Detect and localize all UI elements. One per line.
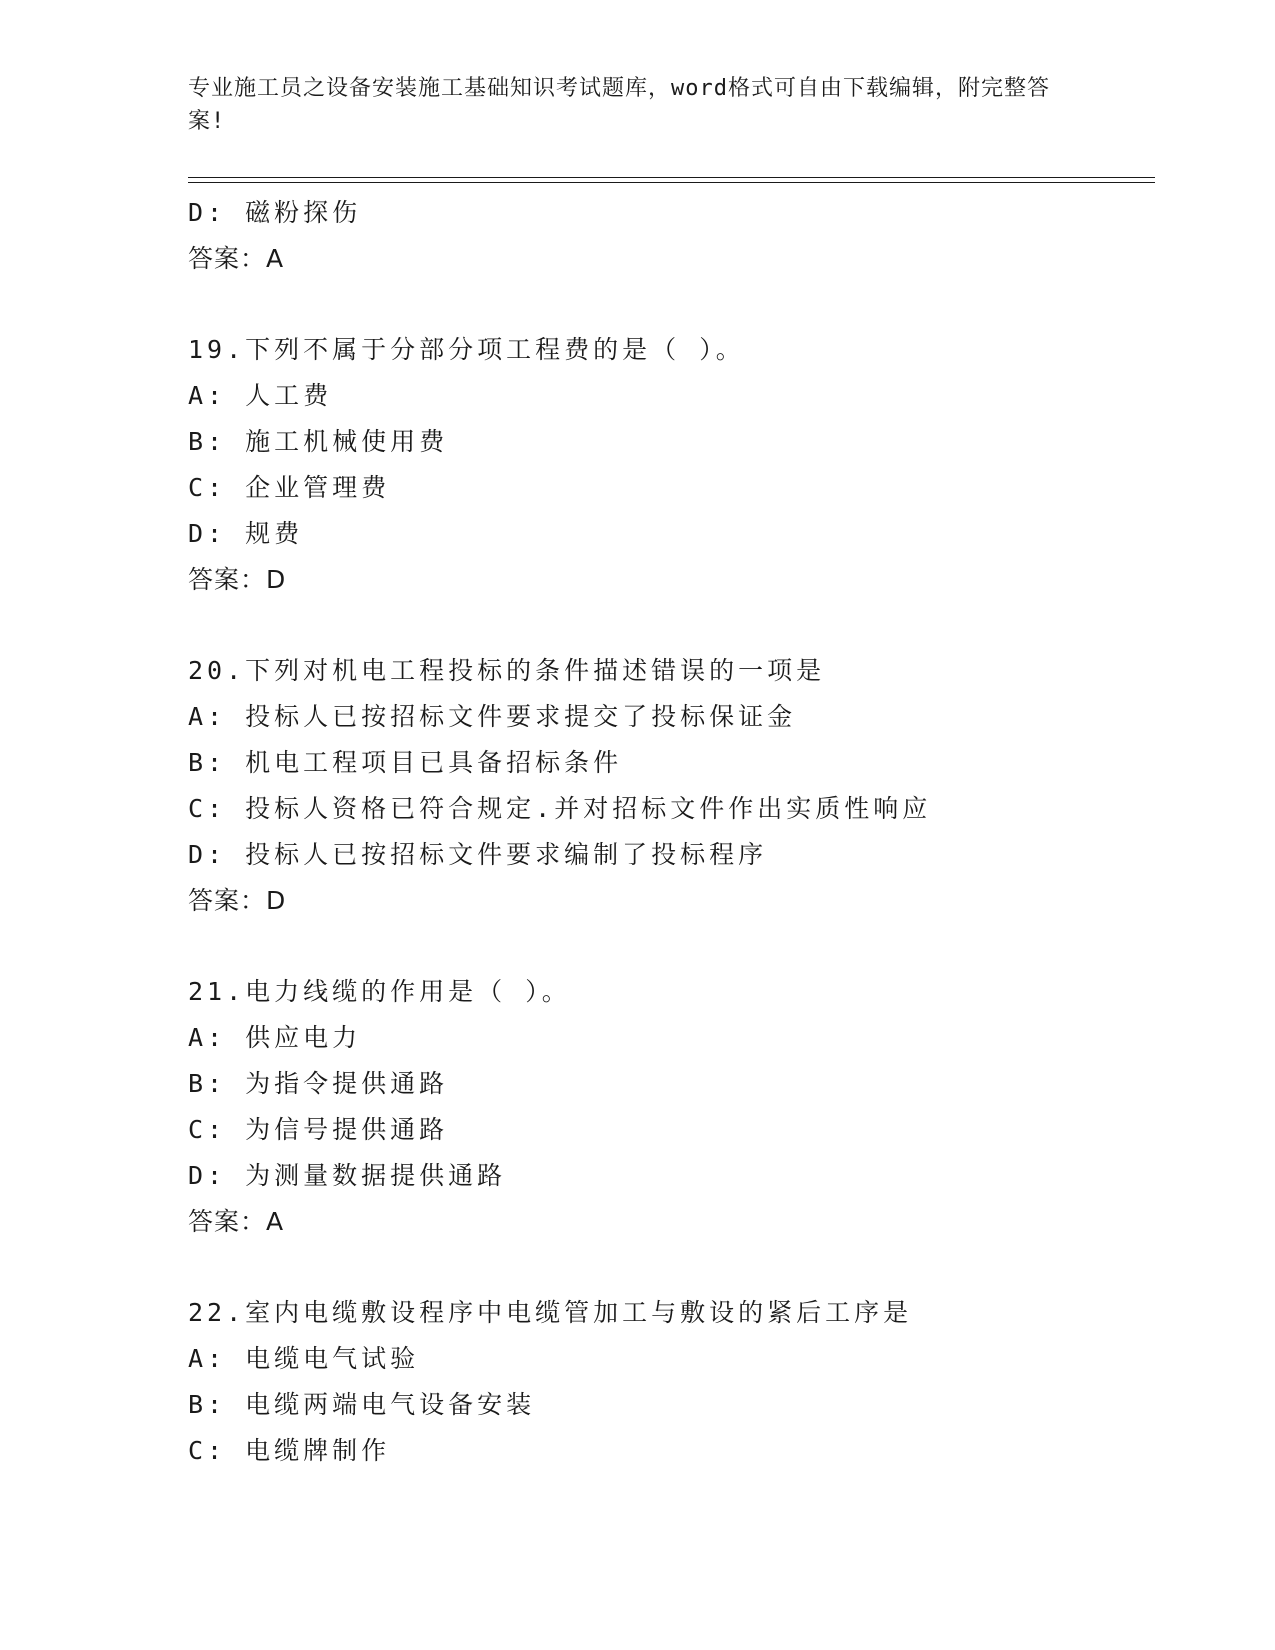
question-stem: 19.下列不属于分部分项工程费的是（ ）。 [188,335,745,364]
question-list [188,190,1155,1474]
question-21 [188,969,1155,1245]
question-stem: 21.电力线缆的作用是（ ）。 [188,977,571,1006]
option-line: D: 磁粉探伤 [188,198,362,227]
question-20 [188,648,1155,924]
option-line: C: 电缆牌制作 [188,1436,391,1465]
answer-line: 答案：D [188,886,287,915]
option-line: B: 施工机械使用费 [188,427,449,456]
option-line: C: 投标人资格已符合规定.并对招标文件作出实质性响应 [188,794,932,823]
option-line: B: 电缆两端电气设备安装 [188,1390,536,1419]
question-22 [188,1290,1155,1474]
question-stem: 20.下列对机电工程投标的条件描述错误的一项是 [188,656,826,685]
header-rule-top [188,177,1155,178]
option-line: D: 投标人已按招标文件要求编制了投标程序 [188,840,768,869]
option-line: D: 为测量数据提供通路 [188,1161,507,1190]
header-rule-bottom [188,182,1155,183]
option-line: C: 企业管理费 [188,473,391,502]
carryover-block [188,190,1155,282]
question-19 [188,327,1155,603]
answer-line: 答案：A [188,244,285,273]
option-line: B: 机电工程项目已具备招标条件 [188,748,623,777]
question-stem: 22.室内电缆敷设程序中电缆管加工与敷设的紧后工序是 [188,1298,913,1327]
document-header: 专业施工员之设备安装施工基础知识考试题库，word格式可自由下载编辑，附完整答案! [188,76,1050,134]
option-line: D: 规费 [188,519,304,548]
option-line: A: 人工费 [188,381,333,410]
option-line: A: 供应电力 [188,1023,362,1052]
option-line: A: 投标人已按招标文件要求提交了投标保证金 [188,702,797,731]
answer-line: 答案：A [188,1207,285,1236]
option-line: B: 为指令提供通路 [188,1069,449,1098]
option-line: C: 为信号提供通路 [188,1115,449,1144]
option-line: A: 电缆电气试验 [188,1344,420,1373]
answer-line: 答案：D [188,565,287,594]
